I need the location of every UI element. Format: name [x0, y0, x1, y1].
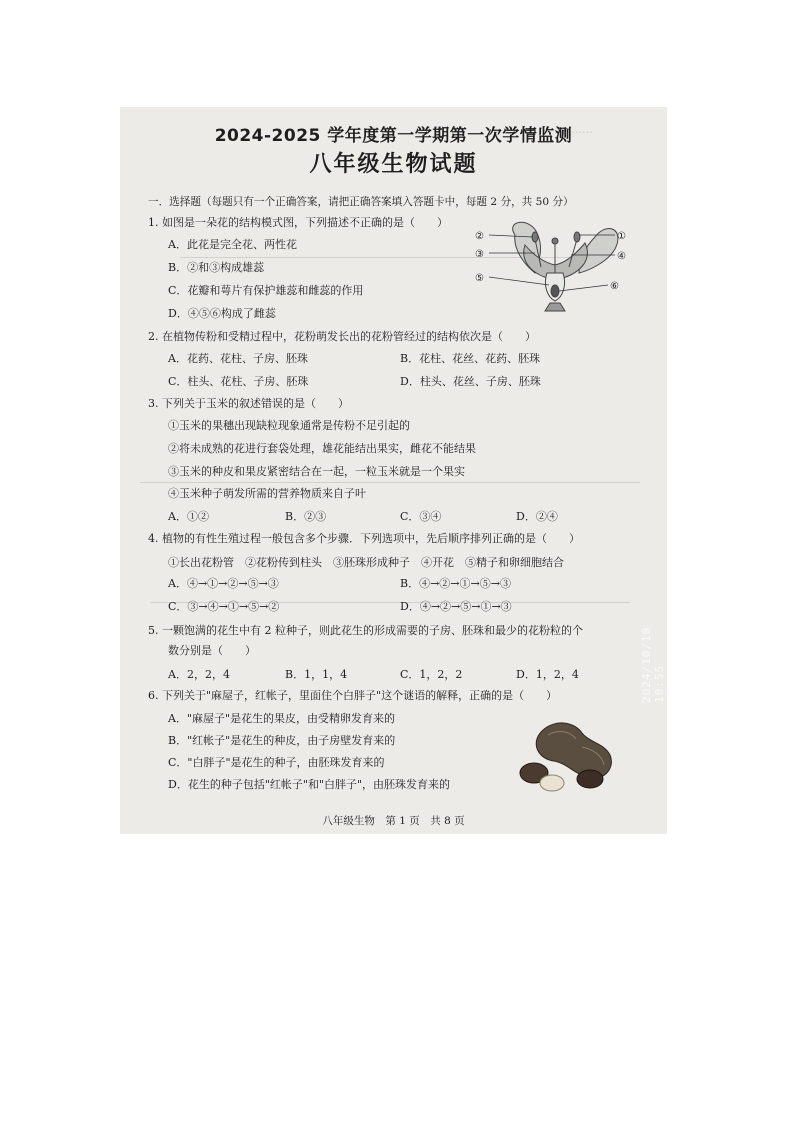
question-6-option-d: D．花生的种子包括"红帐子"和"白胖子"，由胚珠发育来的 — [168, 778, 451, 791]
exam-subtitle: 八年级生物试题 — [309, 152, 478, 177]
peanut-kernel — [577, 770, 603, 788]
question-1-option-c: C．花瓣和萼片有保护雄蕊和雌蕊的作用 — [168, 284, 364, 297]
question-4-stem: 4. 植物的有性生殖过程一般包含多个步骤．下列选项中，先后顺序排列正确的是（ ） — [148, 532, 580, 545]
question-4-option-c: C．③→④→①→⑤→② — [168, 600, 280, 613]
peanut-image — [512, 717, 618, 793]
question-3-statement-2: ②将未成熟的花进行套袋处理，雄花能结出果实，雌花不能结果 — [168, 442, 476, 455]
diagram-label-5: ⑤ — [475, 273, 484, 284]
question-3-statement-1: ①玉米的果穗出现缺粒现象通常是传粉不足引起的 — [168, 419, 410, 432]
question-2-option-b: B．花柱、花丝、花药、胚珠 — [400, 352, 541, 365]
question-3-option-d: D．②④ — [516, 510, 558, 523]
question-5-option-d: D．1，2，4 — [516, 668, 579, 681]
question-6-option-b: B．"红帐子"是花生的种皮，由子房壁发育来的 — [168, 734, 396, 747]
question-5-option-a: A．2，2，4 — [168, 668, 230, 681]
question-3-option-c: C．③④ — [400, 510, 442, 523]
diagram-label-6: ⑥ — [610, 281, 619, 292]
diagram-label-4: ④ — [617, 251, 626, 262]
question-2-option-c: C．柱头、花柱、子房、胚珠 — [168, 375, 309, 388]
photo-timestamp: 2024/10/10 10:55 — [640, 626, 666, 703]
question-3-option-a: A．①② — [168, 510, 209, 523]
question-6-stem: 6. 下列关于"麻屋子，红帐子，里面住个白胖子"这个谜语的解释，正确的是（ ） — [148, 689, 558, 702]
question-1-stem: 1. 如图是一朵花的结构模式图，下列描述不正确的是（ ） — [148, 216, 448, 229]
bleed-through-line — [140, 482, 640, 483]
flower-structure-diagram — [475, 215, 635, 315]
question-6-option-c: C．"白胖子"是花生的种子，由胚珠发育来的 — [168, 756, 385, 769]
question-2-option-d: D．柱头、花丝、子房、胚珠 — [400, 375, 541, 388]
peanut-kernel — [540, 775, 564, 791]
question-3-statement-4: ④玉米种子萌发所需的营养物质来自子叶 — [168, 487, 366, 500]
exam-page — [120, 107, 667, 834]
question-6-option-a: A．"麻屋子"是花生的果皮，由受精卵发育来的 — [168, 712, 396, 725]
question-5-option-b: B．1，1，4 — [285, 668, 348, 681]
page-footer: 八年级生物 第 1 页 共 8 页 — [322, 815, 465, 827]
question-5-stem: 5. 一颗饱满的花生中有 2 粒种子，则此花生的形成需要的子房、胚珠和最少的花粉粒的个 — [148, 624, 583, 637]
diagram-label-1: ① — [617, 231, 626, 242]
question-4-option-d: D．④→②→⑤→①→③ — [400, 600, 512, 613]
question-3-stem: 3. 下列关于玉米的叙述错误的是（ ） — [148, 397, 349, 410]
section-heading: 一．选择题（每题只有一个正确答案，请把正确答案填入答题卡中，每题 2 分，共 50 分） — [148, 196, 574, 208]
question-3-option-b: B．②③ — [285, 510, 327, 523]
flower-drawing — [513, 222, 618, 311]
question-5-option-c: C．1，2，2 — [400, 668, 463, 681]
question-2-stem: 2. 在植物传粉和受精过程中，花粉萌发长出的花粉管经过的结构依次是（ ） — [148, 330, 536, 343]
question-4-option-a: A．④→①→②→⑤→③ — [168, 577, 279, 590]
question-1-option-b: B．②和③构成雄蕊 — [168, 261, 265, 274]
exam-title: 2024-2025 学年度第一学期第一次学情监测 — [214, 126, 573, 146]
question-1-option-a: A．此花是完全花、两性花 — [168, 238, 297, 251]
question-5-stem-cont: 数分别是（ ） — [168, 644, 256, 657]
bleed-through-text: ……… — [560, 123, 593, 136]
diagram-label-3: ③ — [475, 249, 484, 260]
question-3-statement-3: ③玉米的种皮和果皮紧密结合在一起，一粒玉米就是一个果实 — [168, 465, 465, 478]
diagram-label-2: ② — [475, 231, 484, 242]
question-4-statements: ①长出花粉管 ②花粉传到柱头 ③胚珠形成种子 ④开花 ⑤精子和卵细胞结合 — [168, 556, 564, 569]
question-2-option-a: A．花药、花柱、子房、胚珠 — [168, 352, 308, 365]
question-1-option-d: D．④⑤⑥构成了雌蕊 — [168, 307, 276, 320]
question-4-option-b: B．④→②→①→⑤→③ — [400, 577, 511, 590]
